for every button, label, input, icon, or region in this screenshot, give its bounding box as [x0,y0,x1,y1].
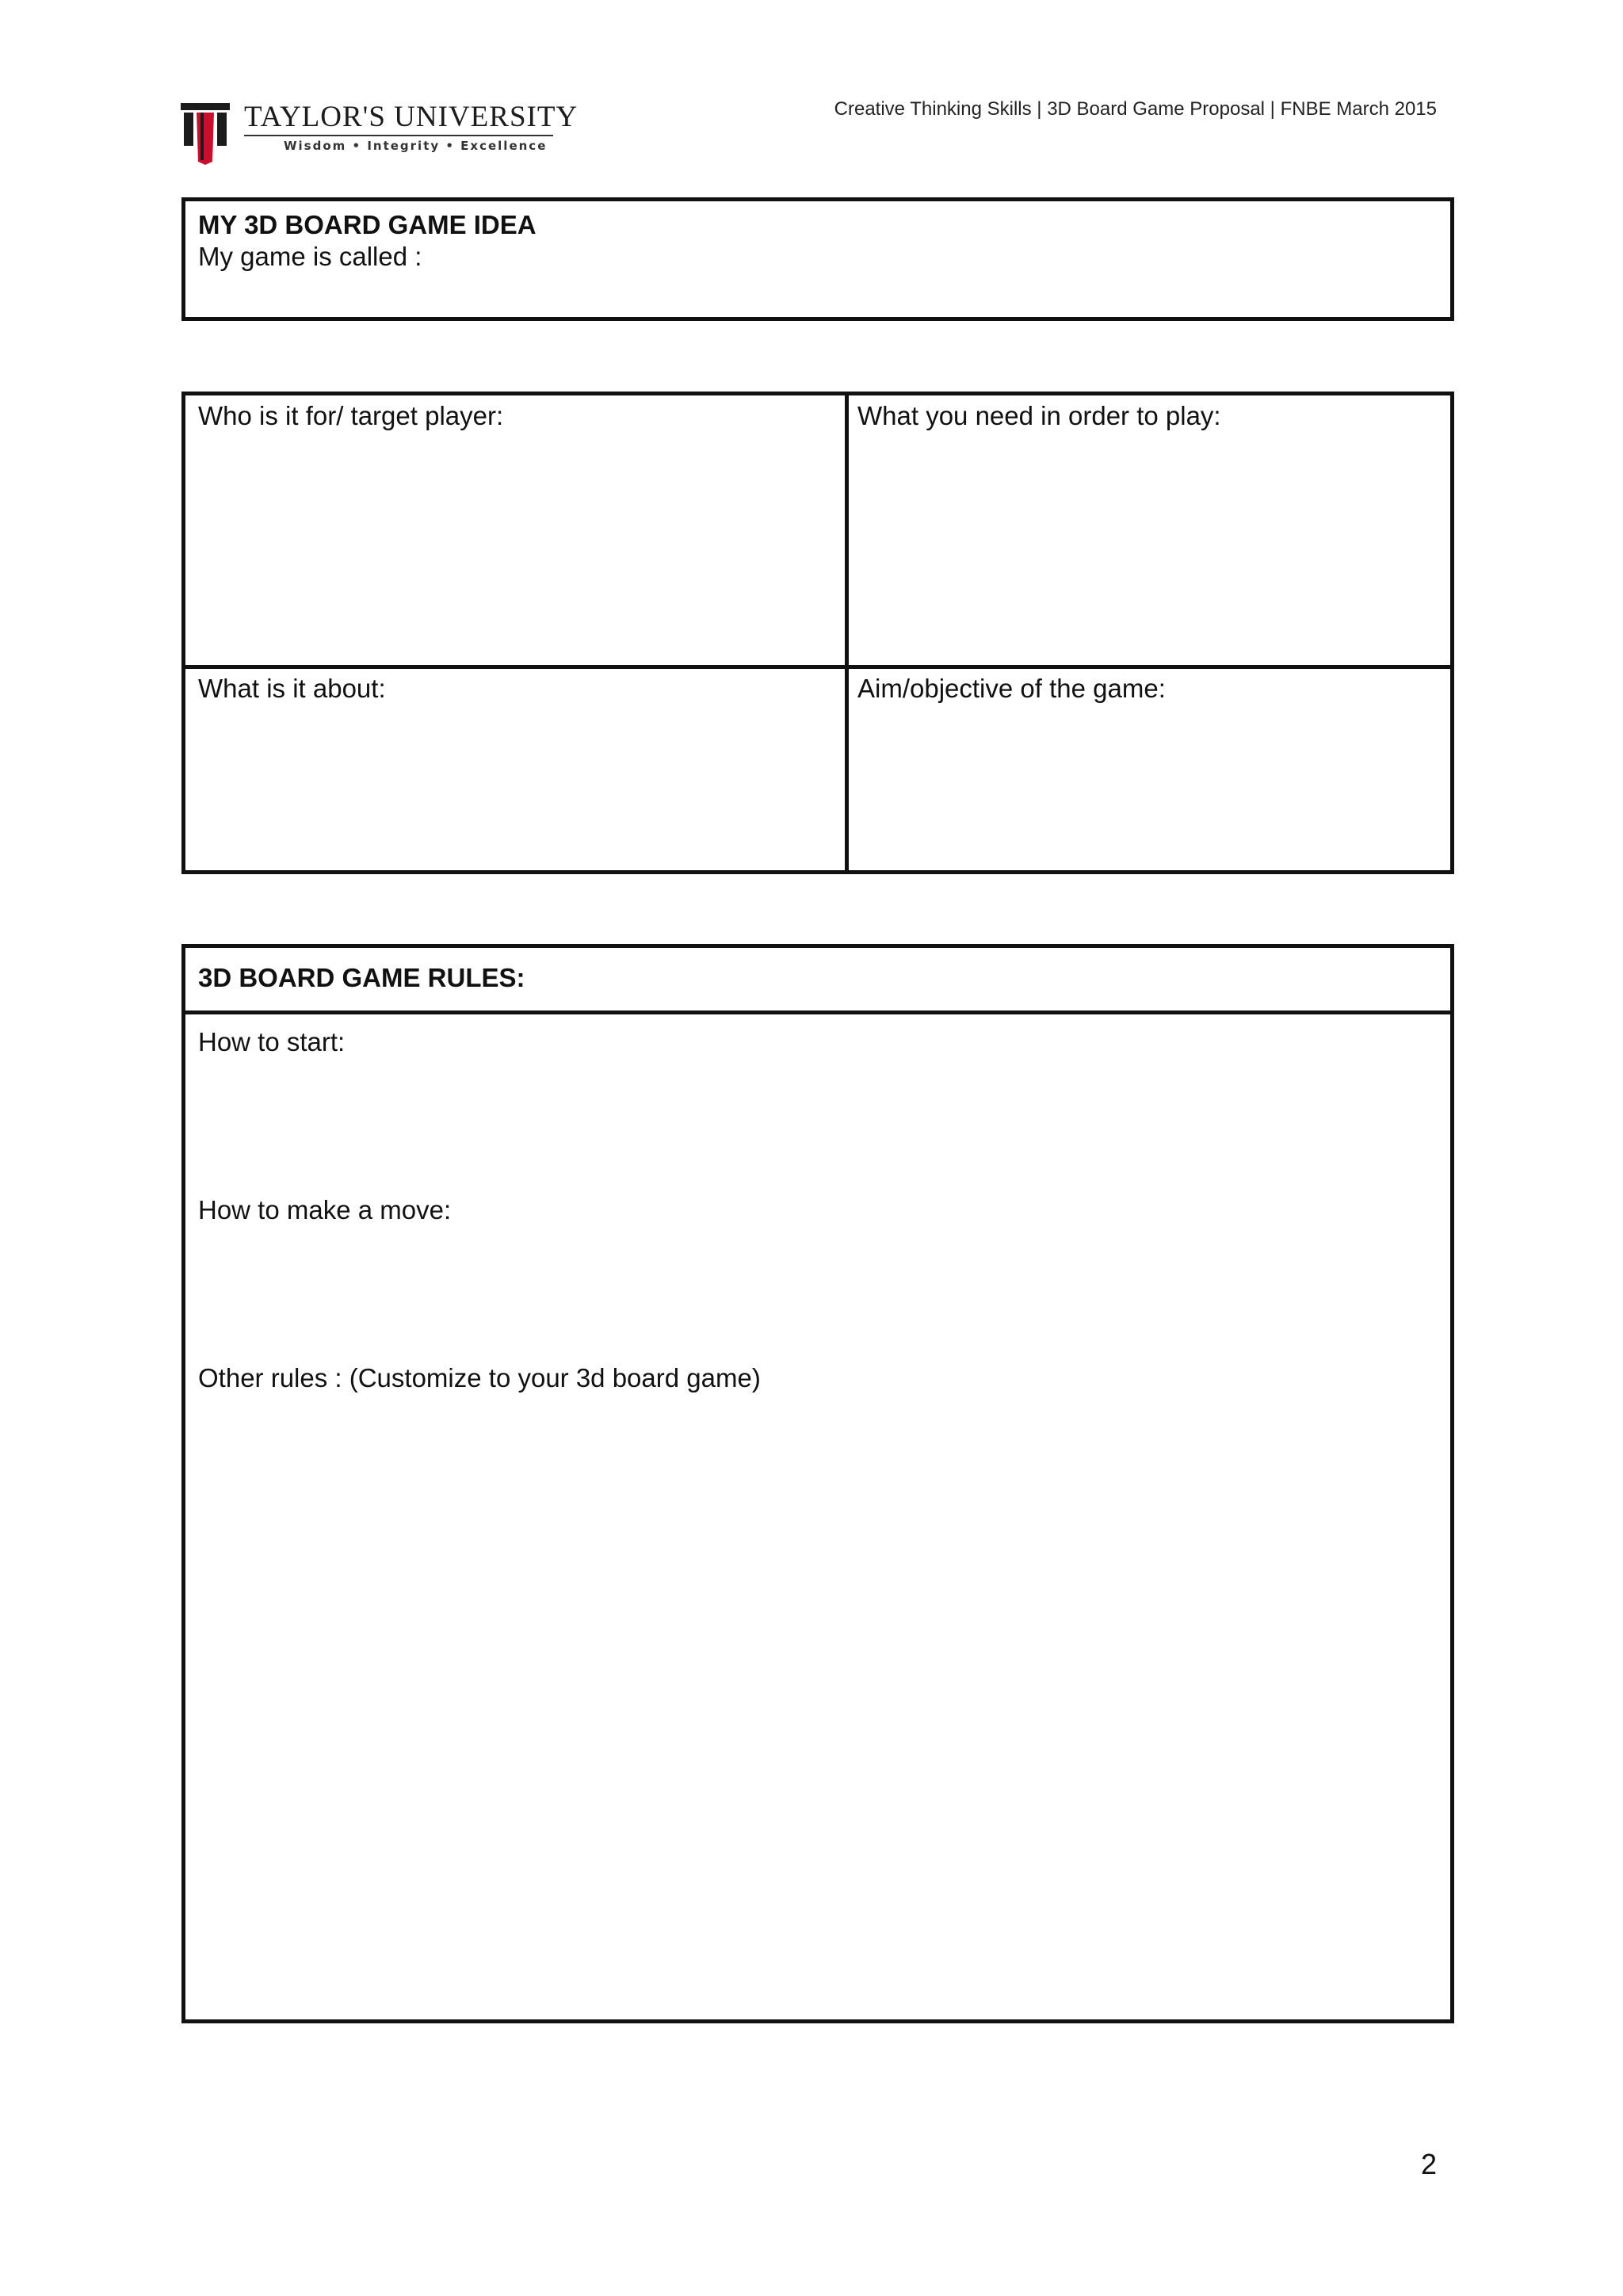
about-label: What is it about: [198,674,386,703]
logo-wordmark: TAYLOR'S UNIVERSITY [244,101,579,133]
grid-horizontal-divider [185,665,1450,669]
requirements-label: What you need in order to play: [857,401,1221,430]
rules-title: 3D BOARD GAME RULES: [198,963,525,992]
game-name-prompt: My game is called : [198,242,422,271]
logo-divider [244,135,553,136]
course-header: Creative Thinking Skills | 3D Board Game Proposal | FNBE March 2015 [834,98,1437,120]
game-rules-box [181,944,1454,2023]
logo-tagline: Wisdom • Integrity • Excellence [284,139,548,153]
target-player-label: Who is it for/ target player: [198,401,504,430]
objective-label: Aim/objective of the game: [857,674,1166,703]
how-to-start-label: How to start: [198,1027,346,1056]
page-number: 2 [1420,2148,1437,2180]
university-crest-icon [181,103,230,165]
game-idea-title: MY 3D BOARD GAME IDEA [198,210,537,239]
other-rules-label: Other rules : (Customize to your 3d board game) [198,1363,761,1392]
university-logo [181,100,579,168]
rules-header-divider [185,1010,1450,1014]
how-to-move-label: How to make a move: [198,1195,452,1224]
game-idea-box [181,197,1454,321]
grid-vertical-divider [845,395,849,870]
game-details-grid [181,392,1454,874]
